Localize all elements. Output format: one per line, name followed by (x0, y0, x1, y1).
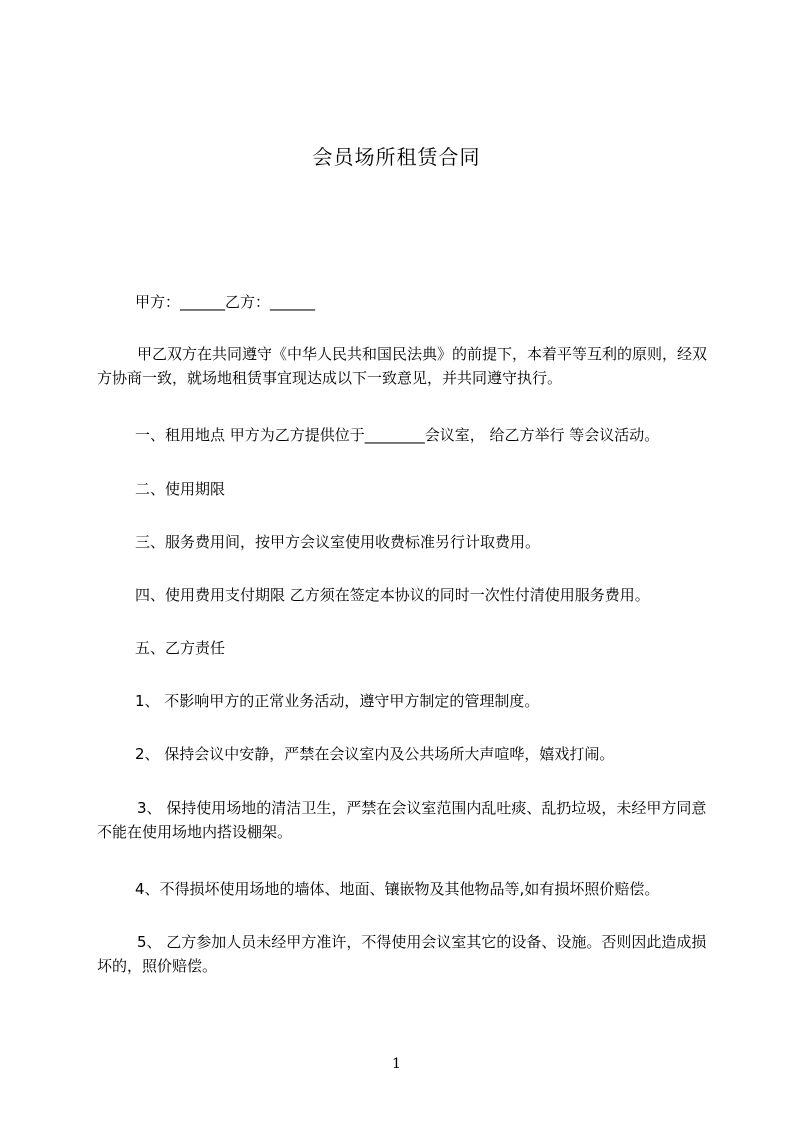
duty-item-1: 1、 不影响甲方的正常业务活动，遵守甲方制定的管理制度。 (135, 692, 540, 710)
clause-location: 一、租用地点 甲方为乙方提供位于________会议室， 给乙方举行 等会议活动。 (135, 426, 660, 444)
clause-fees: 三、服务费用间，按甲方会议室使用收费标准另行计取费用。 (135, 533, 541, 551)
clause-responsibilities: 五、乙方责任 (135, 639, 226, 657)
intro-paragraph: 甲乙双方在共同遵守《中华人民共和国民法典》的前提下，本着平等互利的原则，经双方协商一致，就场地租赁事宜现达成以下一致意见，并共同遵守执行。 (97, 345, 708, 387)
clause-payment: 四、使用费用支付期限 乙方须在签定本协议的同时一次性付清使用服务费用。 (135, 586, 650, 604)
duty-item-5: 5、 乙方参加人员未经甲方准许，不得使用会议室其它的设备、设施。否则因此造成损坏的，照价赔偿。 (97, 933, 707, 975)
duty-item-3: 3、 保持使用场地的清洁卫生，严禁在会议室范围内乱吐痰、乱扔垃圾，未经甲方同意不能在使用场地内搭设棚架。 (97, 799, 707, 841)
duty-item-4: 4、不得损坏使用场地的墙体、地面、镶嵌物及其他物品等,如有损坏照价赔偿。 (135, 880, 660, 898)
clause-term: 二、使用期限 (135, 480, 226, 498)
parties-line: 甲方：______乙方：______ (135, 293, 316, 311)
duty-item-2: 2、 保持会议中安静，严禁在会议室内及公共场所大声喧哗，嬉戏打闹。 (135, 745, 615, 763)
page-number: 1 (392, 1056, 401, 1072)
document-title: 会员场所租赁合同 (312, 145, 481, 169)
